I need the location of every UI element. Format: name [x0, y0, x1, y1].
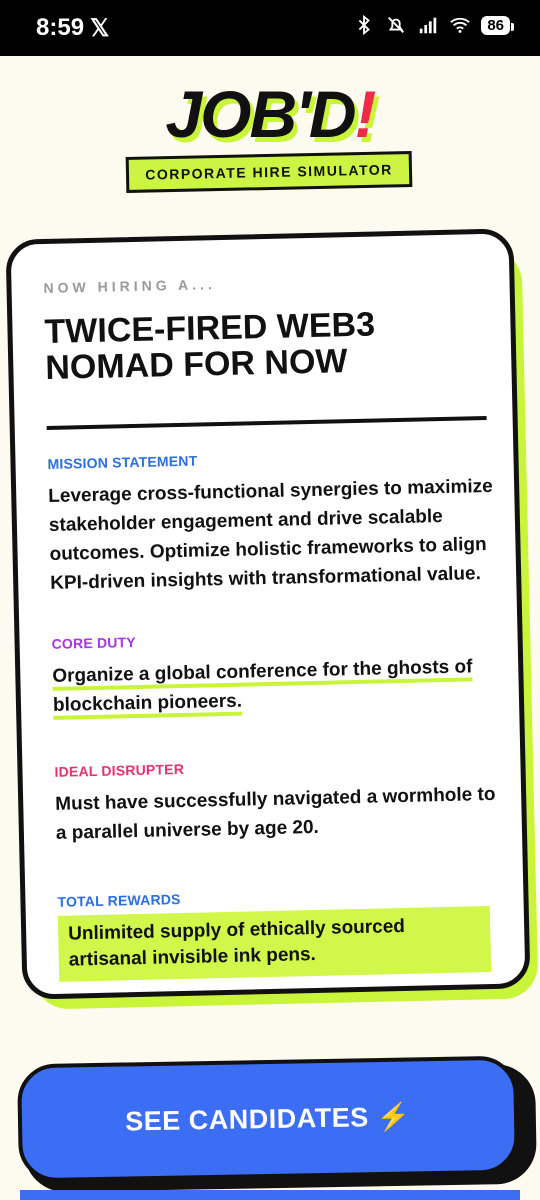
subtitle-badge: CORPORATE HIRE SIMULATOR	[126, 151, 413, 193]
battery-indicator: 86	[481, 16, 510, 35]
now-hiring-label: NOW HIRING A...	[43, 276, 216, 297]
bluetooth-icon	[353, 14, 375, 36]
ideal-disrupter-label: IDEAL DISRUPTER	[54, 760, 185, 780]
total-rewards-label: TOTAL REWARDS	[57, 891, 181, 910]
core-duty-label: CORE DUTY	[51, 634, 137, 652]
see-candidates-label: SEE CANDIDATES	[124, 1102, 369, 1137]
bottom-button-peek	[20, 1190, 520, 1200]
status-icons	[353, 14, 510, 36]
logo-text: JOB'D	[165, 77, 355, 151]
see-candidates-button[interactable]	[17, 1056, 519, 1183]
ideal-disrupter-text: Must have successfully navigated a wormhole to a parallel universe by age 20.	[55, 783, 496, 844]
lightning-icon: ⚡	[376, 1101, 412, 1133]
job-title: TWICE-FIRED WEB3 NOMAD FOR NOW	[44, 305, 376, 387]
signal-icon	[417, 14, 439, 36]
status-time: 8:59	[36, 14, 85, 41]
mission-label: MISSION STATEMENT	[47, 452, 198, 472]
status-bar	[0, 0, 540, 56]
core-duty-text	[52, 652, 503, 720]
silent-bell-icon	[385, 14, 407, 36]
divider	[47, 416, 487, 430]
mission-text: Leverage cross-functional synergies to maximize stakeholder engagement and drive scalable outcomes. Optimize holistic frameworks to align KPI-driven insights with transformational value.	[48, 475, 493, 594]
app-logo	[0, 76, 540, 152]
core-duty-highlight: Organize a global conference for the ghosts of blockchain pioneers.	[52, 656, 473, 720]
wifi-icon	[449, 14, 471, 36]
logo-bang: !	[354, 77, 375, 151]
x-app-icon: 𝕏	[90, 15, 110, 42]
job-card	[5, 228, 530, 999]
total-rewards-text: Unlimited supply of ethically sourced artisanal invisible ink pens.	[58, 906, 491, 982]
